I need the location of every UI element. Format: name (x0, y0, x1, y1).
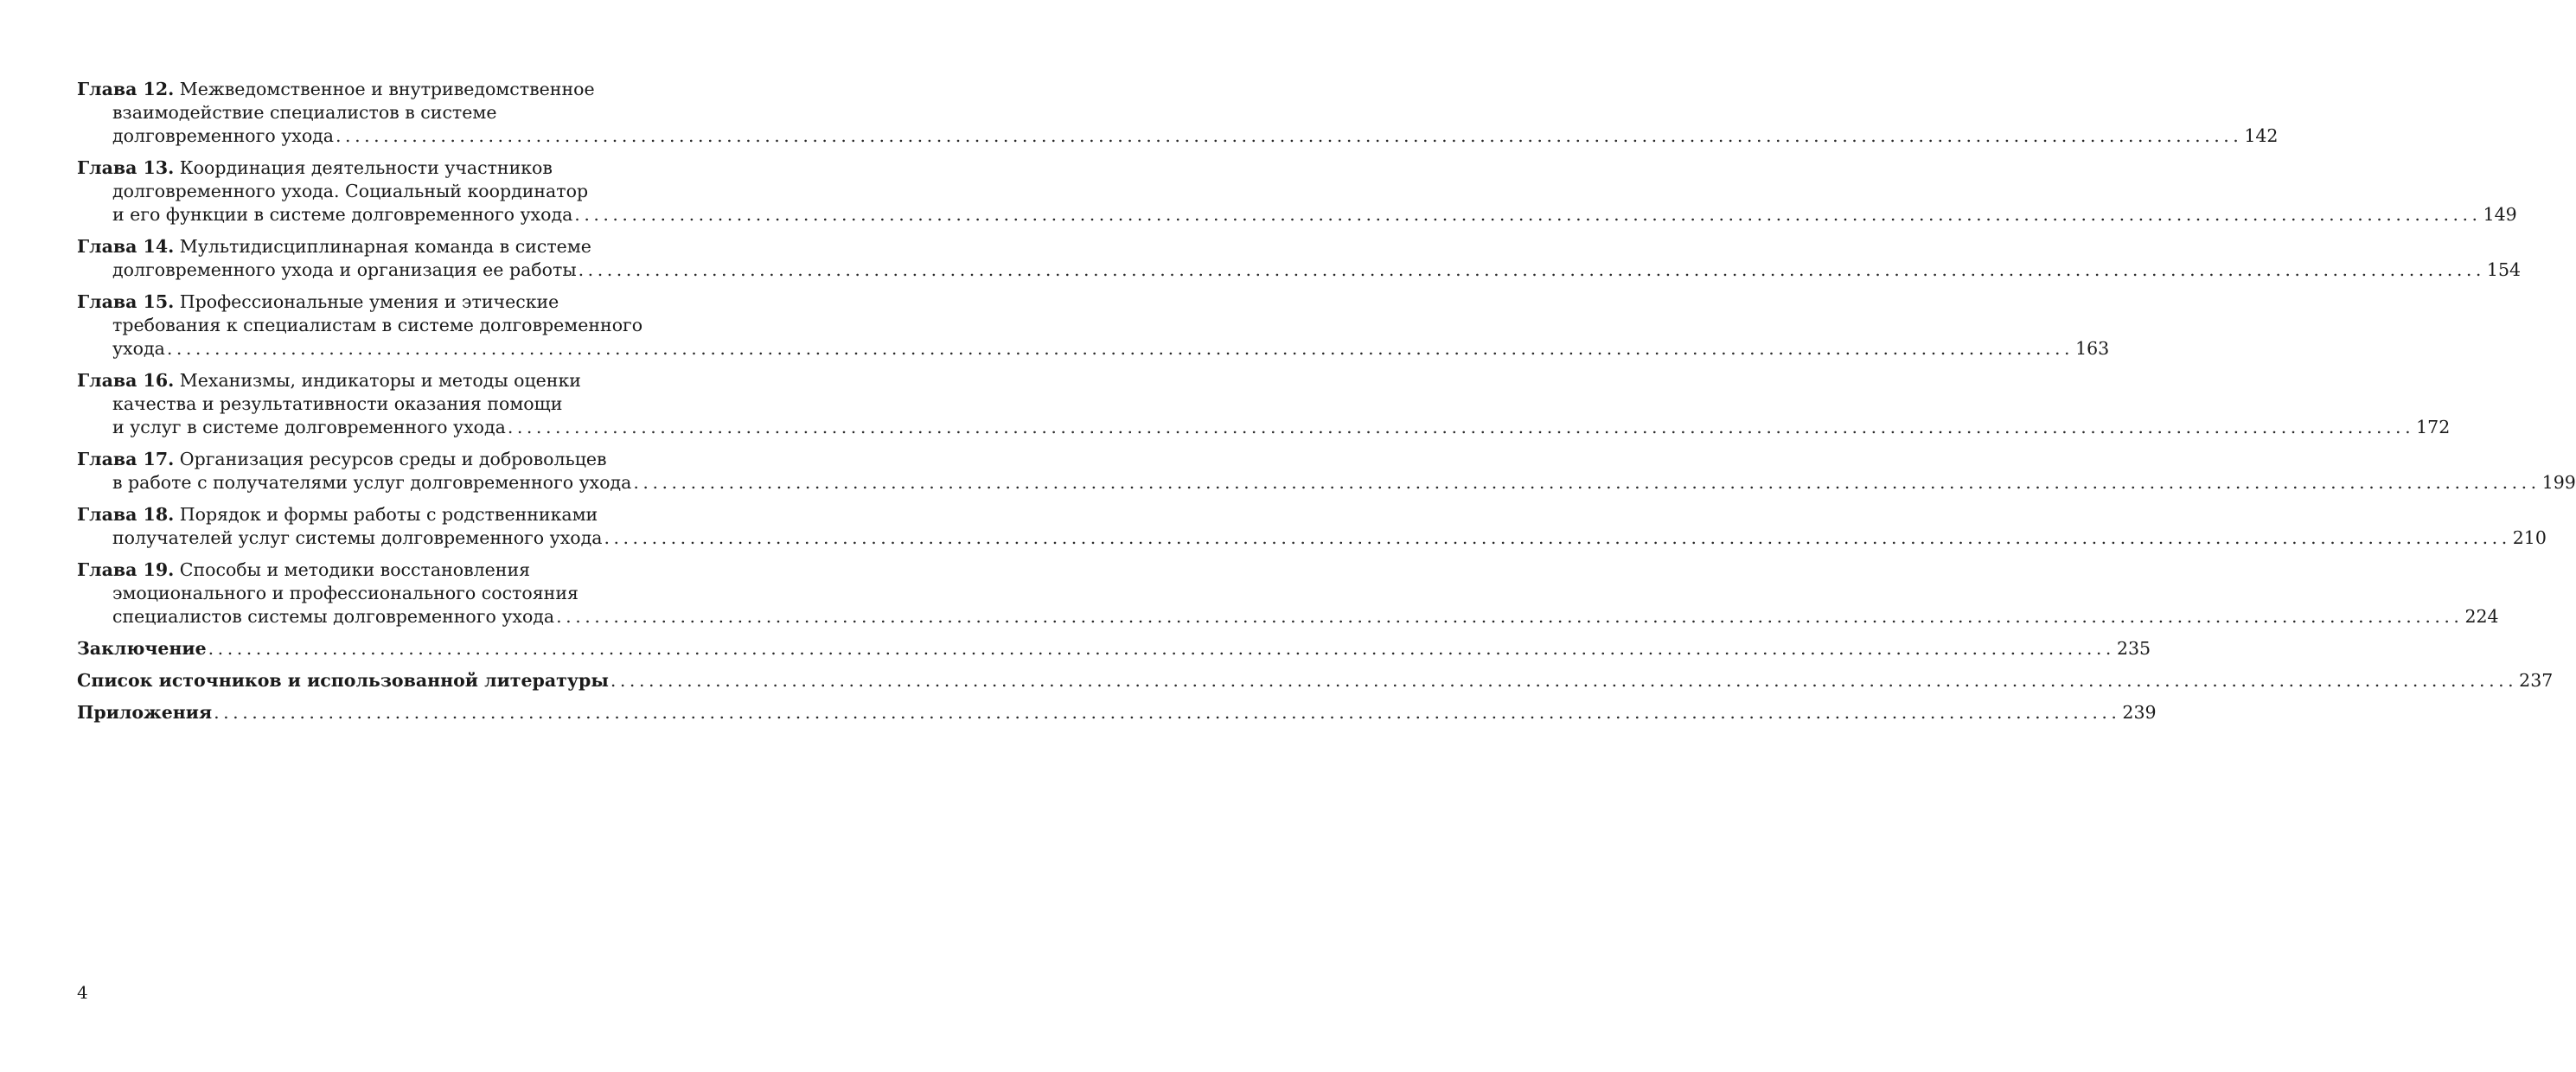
dot-leader: ........................................................................................................................................................................................................ (604, 527, 2511, 548)
chapter-title-line: Механизмы, индикаторы и методы оценки (179, 370, 581, 391)
page-ref: 239 (2122, 702, 2157, 723)
chapter-title-line: Межведомственное и внутриведомственное (179, 79, 595, 99)
toc-entry-chapter-16[interactable] (77, 369, 2451, 439)
page-ref: 142 (2244, 125, 2279, 146)
toc-entry-references[interactable] (77, 669, 2554, 692)
chapter-title-line: Порядок и формы работы с родственниками (179, 504, 598, 525)
toc-entry-chapter-13[interactable] (77, 156, 2517, 227)
chapter-title-line: Профессиональные умения и этические (179, 291, 559, 312)
chapter-label: Глава 14. (77, 236, 175, 257)
section-label: Заключение (77, 638, 207, 659)
toc-entry-chapter-17[interactable] (77, 448, 2576, 495)
page-number: 4 (77, 982, 88, 1003)
chapter-title-line: Координация деятельности участников (179, 157, 553, 178)
page-ref: 163 (2075, 338, 2110, 359)
dot-leader: ........................................................................................................................................................................................................ (214, 702, 2121, 723)
page-ref: 224 (2464, 606, 2499, 627)
chapter-label: Глава 19. (77, 559, 175, 580)
section-label: Приложения (77, 702, 213, 723)
chapter-label: Глава 18. (77, 504, 175, 525)
chapter-title-line: качества и результативности оказания помощи (112, 393, 563, 414)
chapter-title-line: получателей услуг системы долговременного ухода (112, 527, 603, 548)
toc-entry-chapter-15[interactable] (77, 290, 2110, 361)
chapter-title-line: долговременного ухода (112, 125, 335, 146)
toc-entry-conclusion[interactable] (77, 637, 2151, 660)
table-of-contents (77, 78, 2576, 733)
toc-entry-chapter-19[interactable] (77, 558, 2499, 629)
dot-leader: ........................................................................................................................................................................................................ (208, 638, 2115, 659)
chapter-title-line: Организация ресурсов среды и добровольцев (179, 449, 607, 469)
page-ref: 154 (2486, 259, 2522, 280)
toc-entry-chapter-14[interactable] (77, 235, 2522, 282)
toc-entry-chapter-12[interactable] (77, 78, 2279, 148)
chapter-label: Глава 12. (77, 79, 175, 99)
chapter-label: Глава 17. (77, 449, 175, 469)
toc-entry-chapter-18[interactable] (77, 503, 2547, 550)
dot-leader: ........................................................................................................................................................................................................ (507, 417, 2415, 437)
page-ref: 199 (2541, 472, 2576, 493)
chapter-title-line: долговременного ухода. Социальный координатор (112, 181, 589, 201)
chapter-title-line: эмоционального и профессионального состояния (112, 583, 578, 603)
dot-leader: ........................................................................................................................................................................................................ (610, 670, 2518, 691)
chapter-label: Глава 15. (77, 291, 175, 312)
dot-leader: ........................................................................................................................................................................................................ (166, 338, 2074, 359)
dot-leader: ........................................................................................................................................................................................................ (578, 259, 2485, 280)
page-ref: 237 (2519, 670, 2554, 691)
toc-entry-appendices[interactable] (77, 701, 2157, 724)
section-label: Список источников и использованной литературы (77, 670, 609, 691)
chapter-title-line: Способы и методики восстановления (179, 559, 531, 580)
chapter-title-line: ухода (112, 338, 165, 359)
chapter-title-line: взаимодействие специалистов в системе (112, 102, 497, 123)
page-ref: 210 (2512, 527, 2547, 548)
page-ref: 235 (2116, 638, 2151, 659)
chapter-title-line: и услуг в системе долговременного ухода (112, 417, 506, 437)
chapter-title-line: и его функции в системе долговременного ухода (112, 204, 573, 225)
chapter-title-line: в работе с получателями услуг долговременного ухода (112, 472, 632, 493)
dot-leader: ........................................................................................................................................................................................................ (336, 125, 2243, 146)
chapter-label: Глава 16. (77, 370, 175, 391)
chapter-label: Глава 13. (77, 157, 175, 178)
page-ref: 172 (2416, 417, 2451, 437)
dot-leader: ........................................................................................................................................................................................................ (574, 204, 2482, 225)
chapter-title-line: требования к специалистам в системе долговременного (112, 315, 643, 335)
page-ref: 149 (2483, 204, 2517, 225)
dot-leader: ........................................................................................................................................................................................................ (556, 606, 2464, 627)
chapter-title-line: Мультидисциплинарная команда в системе (179, 236, 591, 257)
chapter-title-line: специалистов системы долговременного ухода (112, 606, 555, 627)
dot-leader: ........................................................................................................................................................................................................ (633, 472, 2541, 493)
chapter-title-line: долговременного ухода и организация ее работы (112, 259, 577, 280)
